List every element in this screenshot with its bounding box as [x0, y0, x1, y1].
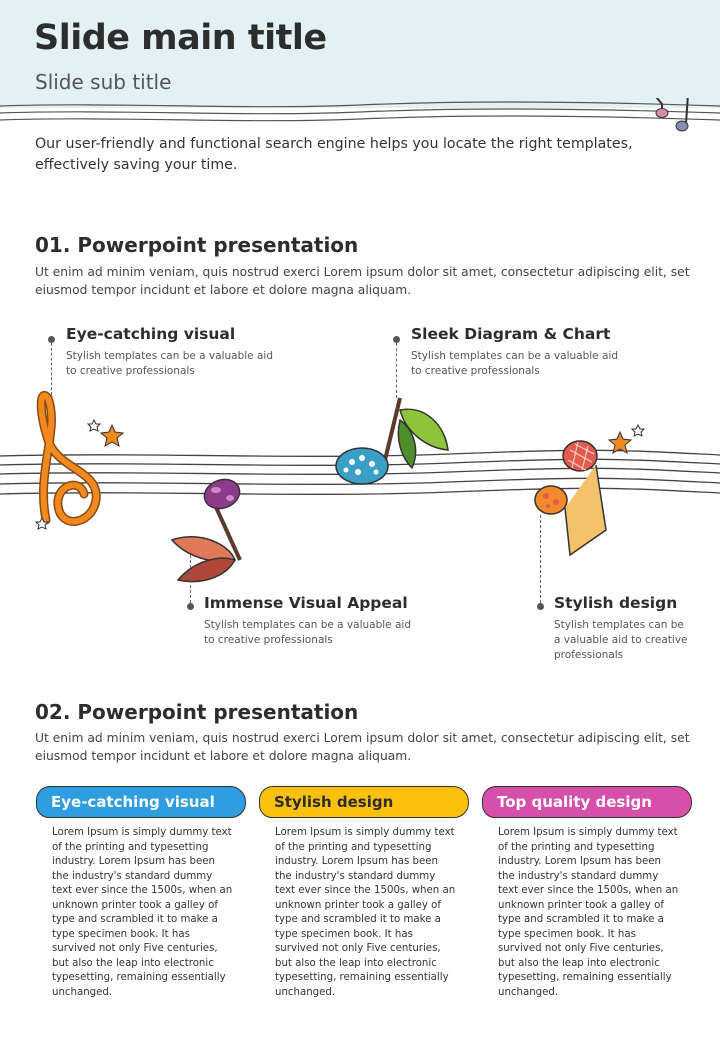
feature-2-dot	[393, 336, 400, 343]
header-staff-lines	[0, 98, 720, 134]
music-note-icon	[172, 475, 244, 582]
feature-4-connector	[540, 515, 541, 603]
treble-clef-icon	[41, 395, 96, 521]
music-note-icon	[652, 98, 688, 131]
music-note-icon	[336, 398, 448, 484]
card-body: Lorem Ipsum is simply dummy text of the printing and typesetting industry. Lorem Ipsum has been the industry's standard dummy text ever since the 1500s, when an unknown printer took a galley of type and scrambled it to make a type specimen book. It has survived not only Five centuries, but also the leap into electronic typesetting, remaining essentially unchanged.	[275, 827, 456, 998]
page-subtitle: Slide sub title	[35, 70, 172, 94]
intro-text: Our user-friendly and functional search engine helps you locate the right templates, effectively saving your time.	[35, 136, 633, 173]
card-stylish-design	[259, 786, 469, 1000]
feature-title: Eye-catching visual	[66, 325, 236, 343]
feature-3-connector	[190, 555, 191, 603]
feature-4-dot	[537, 603, 544, 610]
feature-3-dot	[187, 603, 194, 610]
feature-immense-visual	[204, 594, 414, 648]
feature-title: Stylish design	[554, 594, 678, 612]
card-body: Lorem Ipsum is simply dummy text of the printing and typesetting industry. Lorem Ipsum has been the industry's standard dummy text ever since the 1500s, when an unknown printer took a galley of type and scrambled it to make a type specimen book. It has survived not only Five centuries, but also the leap into electronic typesetting, remaining essentially unchanged.	[52, 827, 233, 998]
card-title: Eye-catching visual	[36, 786, 246, 818]
card-eye-catching	[36, 786, 246, 1000]
feature-desc: Stylish templates can be a valuable aid to creative professionals	[66, 350, 273, 377]
section-1-title: 01. Powerpoint presentation	[35, 233, 359, 257]
feature-stylish-design	[554, 594, 689, 663]
card-body: Lorem Ipsum is simply dummy text of the printing and typesetting industry. Lorem Ipsum has been the industry's standard dummy text ever since the 1500s, when an unknown printer took a galley of type and scrambled it to make a type specimen book. It has survived not only Five centuries, but also the leap into electronic typesetting, remaining essentially unchanged.	[498, 827, 679, 998]
feature-sleek-diagram	[411, 325, 621, 379]
feature-title: Sleek Diagram & Chart	[411, 325, 611, 343]
feature-2-connector	[396, 343, 397, 398]
music-note-icon	[535, 441, 606, 555]
card-title: Stylish design	[259, 786, 469, 818]
feature-eye-catching	[66, 325, 276, 379]
feature-title: Immense Visual Appeal	[204, 594, 408, 612]
card-title: Top quality design	[482, 786, 692, 818]
card-top-quality	[482, 786, 692, 1000]
section-2-title: 02. Powerpoint presentation	[35, 700, 359, 724]
star-icon	[609, 425, 644, 453]
feature-desc: Stylish templates can be a valuable aid to creative professionals	[204, 619, 411, 646]
feature-desc: Stylish templates can be a valuable aid to creative professionals	[411, 350, 618, 377]
feature-1-connector	[51, 343, 52, 395]
page-title: Slide main title	[34, 18, 327, 58]
feature-1-dot	[48, 336, 55, 343]
cards-row	[0, 786, 720, 1026]
feature-desc: Stylish templates can be a valuable aid to creative professionals	[554, 619, 688, 661]
section-1-description: Ut enim ad minim veniam, quis nostrud exerci Lorem ipsum dolor sit amet, consectetur adipiscing elit, set eiusmod tempor incidunt et labore et dolore magna aliquam.	[35, 265, 690, 297]
section-2-description: Ut enim ad minim veniam, quis nostrud exerci Lorem ipsum dolor sit amet, consectetur adipiscing elit, set eiusmod tempor incidunt et labore et dolore magna aliquam.	[35, 731, 690, 763]
